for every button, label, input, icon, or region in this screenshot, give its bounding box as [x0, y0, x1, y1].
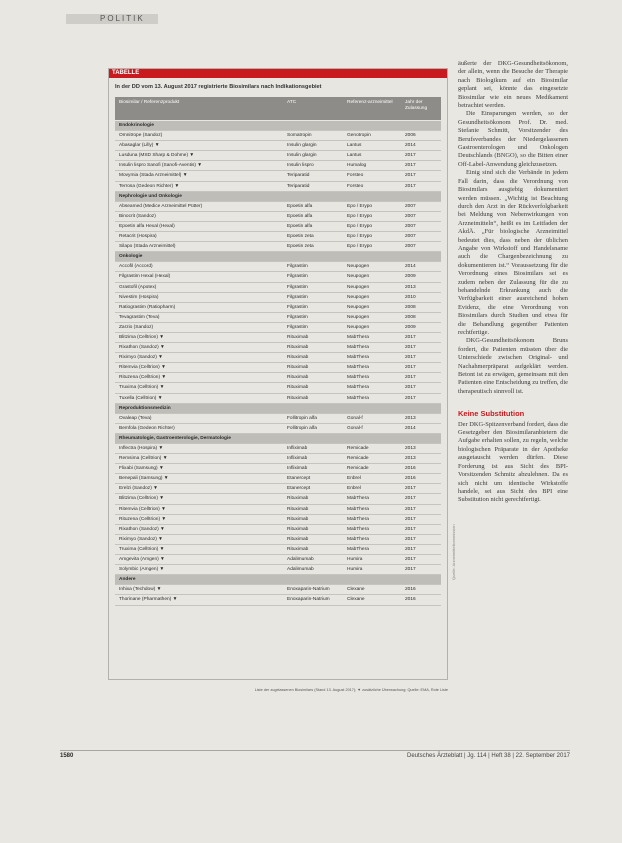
- table-cell: Insulin glargin: [287, 153, 317, 159]
- table-row: [115, 343, 441, 353]
- table-row: [115, 484, 441, 494]
- table-cell: 2014: [405, 425, 416, 431]
- table-cell: 2017: [405, 395, 416, 401]
- table-cell: Enbrel: [347, 476, 361, 482]
- table-row: [115, 212, 441, 222]
- table-cell: 2013: [405, 415, 416, 421]
- table-cell: Filgrastim: [287, 264, 308, 270]
- table-row: [115, 131, 441, 141]
- table-cell: 2007: [405, 223, 416, 229]
- table-cell: Epoetin alfa: [287, 223, 313, 229]
- table-header: [115, 97, 441, 120]
- table-row: [115, 313, 441, 323]
- table-row: [115, 545, 441, 555]
- table-cell: Epo / Erypo: [347, 223, 373, 229]
- table-cell: Rituximab: [287, 375, 309, 381]
- table-cell: Ratiograstim (Ratiopharm): [119, 304, 176, 310]
- table-group-row: [115, 404, 441, 414]
- table-cell: MabThera: [347, 536, 369, 542]
- group-label: Rheumatologie, Gastroenterologie, Dermatologie: [119, 435, 231, 441]
- table-cell: 2017: [405, 163, 416, 169]
- table-cell: Rituximab: [287, 385, 309, 391]
- group-label: Endokrinologie: [119, 123, 154, 128]
- table-cell: 2017: [405, 526, 416, 532]
- table-cell: Forsteo: [347, 173, 364, 179]
- group-label: Nephrologie und Onkologie: [119, 193, 182, 199]
- table-cell: Enoxaparin-Natrium: [287, 597, 330, 603]
- table-cell: Follitropin alfa: [287, 415, 317, 421]
- table-row: [115, 151, 441, 161]
- article-paragraph: DKG-Gesundheitsökonom Bruns fordert, die Patienten müssten über die Unterschiede zwischen Original- und Nachahmerpräparat aufgeklärt werden. Betont ist zu erwägen, gemeinsam mit den Patienten eine Entscheidung zu treffen, die therapeutisch sinnvoll ist.: [458, 337, 568, 395]
- section-tag: POLITIK: [66, 14, 158, 24]
- table-cell: Humira: [347, 557, 363, 563]
- table-cell: 2017: [405, 486, 416, 492]
- table-cell: 2009: [405, 274, 416, 280]
- table-group-row: [115, 121, 441, 131]
- table-cell: Movymia (Stada Arzneimittel) ▼: [119, 173, 188, 179]
- table-cell: 2017: [405, 385, 416, 391]
- table-footnote: Liste der zugelassenen Biosimilars (Stand 13. August 2017); ▼ zusätzliche Überwachung; Quelle: EMA, Rote Liste: [254, 688, 448, 692]
- table-row: [115, 383, 441, 393]
- table-cell: Adalimumab: [287, 557, 314, 563]
- table-body: [115, 121, 441, 606]
- table-cell: Inhixa (Techdow) ▼: [119, 587, 162, 593]
- table-cell: MabThera: [347, 546, 369, 552]
- table-cell: Neupogen: [347, 304, 370, 310]
- table-cell: Ovaleap (Teva): [119, 415, 152, 421]
- table-cell: Gonal-f: [347, 425, 363, 431]
- table-row: [115, 454, 441, 464]
- table-cell: Nivestim (Hospira): [119, 294, 159, 300]
- table-cell: 2007: [405, 234, 416, 240]
- table-cell: 2006: [405, 133, 416, 139]
- table-row: [115, 494, 441, 504]
- table-cell: 2017: [405, 516, 416, 522]
- table-cell: Enbrel: [347, 486, 361, 492]
- table-cell: 2016: [405, 597, 416, 603]
- table-row: [115, 141, 441, 151]
- table-row: [115, 303, 441, 313]
- table-cell: Humalog: [347, 163, 367, 169]
- table-cell: MabThera: [347, 365, 369, 371]
- table-cell: Rituximab: [287, 345, 309, 351]
- table-cell: Terrosa (Gedeon Richter) ▼: [119, 183, 180, 189]
- table-cell: Neupogen: [347, 274, 370, 280]
- table-cell: 2010: [405, 294, 416, 300]
- table-cell: 2017: [405, 173, 416, 179]
- table-cell: 2017: [405, 536, 416, 542]
- table-cell: Adalimumab: [287, 567, 314, 573]
- table-cell: MabThera: [347, 345, 369, 351]
- table-cell: Grastofil (Apotex): [119, 284, 157, 290]
- table-cell: 2017: [405, 365, 416, 371]
- table-cell: Abasaglar (Lilly) ▼: [119, 143, 160, 149]
- table-cell: Amgevita (Amgen) ▼: [119, 557, 165, 563]
- table-row: [115, 515, 441, 525]
- table-cell: Insulin lispro Sanofi (Sanofi-Aventis) ▼: [119, 163, 203, 169]
- article-column: [458, 60, 568, 505]
- group-label: Onkologie: [119, 254, 143, 260]
- table-row: [115, 394, 441, 404]
- table-row: [115, 323, 441, 333]
- table-cell: 2017: [405, 557, 416, 563]
- table-cell: Infliximab: [287, 466, 308, 472]
- table-cell: Enoxaparin-Natrium: [287, 587, 330, 593]
- table-cell: Rituzena (Celltrion) ▼: [119, 516, 167, 522]
- table-cell: Accofil (Accord): [119, 264, 153, 270]
- table-cell: Retacrit (Hospira): [119, 234, 157, 240]
- table-cell: 2013: [405, 284, 416, 290]
- table-row: [115, 293, 441, 303]
- table-cell: Rituximab: [287, 526, 309, 532]
- table-cell: 2007: [405, 203, 416, 209]
- biosimilar-table: [108, 68, 448, 680]
- table-cell: Remicade: [347, 466, 369, 472]
- table-cell: Binocrit (Sandoz): [119, 213, 156, 219]
- table-cell: Neupogen: [347, 284, 370, 290]
- table-cell: 2016: [405, 466, 416, 472]
- table-cell: Neupogen: [347, 324, 370, 330]
- group-label: Andere: [119, 577, 136, 583]
- table-cell: Epo / Erypo: [347, 244, 373, 250]
- table-cell: Zarzio (Sandoz): [119, 324, 154, 330]
- table-cell: Filgrastim: [287, 294, 308, 300]
- table-cell: 2007: [405, 213, 416, 219]
- table-row: [115, 353, 441, 363]
- table-cell: Truxima (Celltrion) ▼: [119, 385, 165, 391]
- table-cell: Rituximab: [287, 365, 309, 371]
- table-cell: Infliximab: [287, 456, 308, 462]
- table-cell: Rituximab: [287, 536, 309, 542]
- table-cell: Humira: [347, 567, 363, 573]
- table-cell: Filgrastim: [287, 314, 308, 320]
- header-col-4: Jahr der Zulassung: [405, 100, 428, 111]
- article-paragraph: Der DKG-Spitzenverband fordert, dass die Gesetzgeber den Biosimilaranbietern die Aufgabe erhalten sollen, zu regeln, welche biologischen Präparate in der Apotheke ausgetauscht werden dürfen. Diese Forderung ist aus Sicht des BPI-Vorsitzenden Schmitz abzulehnen. Da es sich nicht um identische Wirkstoffe handele, sei aus Sicht des BPI eine Substitution nicht gerechtfertigt.: [458, 420, 568, 504]
- table-cell: 2016: [405, 476, 416, 482]
- table-cell: Remicade: [347, 456, 369, 462]
- table-row: [115, 525, 441, 535]
- table-row: [115, 474, 441, 484]
- table-cell: Flixabi (Samsung) ▼: [119, 466, 164, 472]
- table-cell: Rituximab: [287, 334, 309, 340]
- page-footer: [60, 750, 570, 763]
- table-cell: Neupogen: [347, 294, 370, 300]
- table-cell: Abseamed (Medice Arzneimittel Pütter): [119, 203, 203, 209]
- table-cell: Filgrastim: [287, 284, 308, 290]
- table-group-row: [115, 434, 441, 444]
- table-cell: Clexane: [347, 587, 365, 593]
- table-cell: Riximyo (Sandoz) ▼: [119, 536, 163, 542]
- table-cell: Inflectra (Hospira) ▼: [119, 446, 164, 451]
- table-cell: Rixathon (Sandoz) ▼: [119, 345, 165, 351]
- table-row: [115, 424, 441, 434]
- table-cell: Rituximab: [287, 516, 309, 522]
- table-cell: Bemfola (Gedeon Richter): [119, 425, 175, 431]
- table-row: [115, 222, 441, 232]
- table-cell: Filgrastim Hexal (Hexal): [119, 274, 171, 280]
- table-cell: MabThera: [347, 526, 369, 532]
- table-row: [115, 242, 441, 252]
- table-cell: Rituximab: [287, 395, 309, 401]
- table-cell: Truxima (Celltrion) ▼: [119, 546, 165, 552]
- table-row: [115, 444, 441, 454]
- table-cell: Filgrastim: [287, 304, 308, 310]
- table-cell: 2017: [405, 567, 416, 573]
- table-cell: 2017: [405, 496, 416, 502]
- table-cell: MabThera: [347, 506, 369, 512]
- page-number: 1580: [60, 753, 74, 759]
- table-cell: Etanercept: [287, 486, 311, 492]
- table-cell: Rituximab: [287, 355, 309, 361]
- table-row: [115, 262, 441, 272]
- article-paragraph: Die Einsparungen werden, so der Gesundheitsökonom Prof. Dr. med. Stefanie Schmitt, Vorsitzender des Berufsverbandes der Niedergelassenen Gastroenterologen und Onkologen Deutschlands (BNGO), so die Bitten einer Off-Label-Anwendung gleichzusetzen.: [458, 110, 568, 168]
- section-heading: Keine Substitution: [458, 409, 525, 419]
- table-cell: Etanercept: [287, 476, 311, 482]
- table-cell: Epoetin alfa: [287, 213, 313, 219]
- table-cell: 2008: [405, 304, 416, 310]
- table-cell: Blitzima (Celltrion) ▼: [119, 334, 164, 340]
- table-cell: Filgrastim: [287, 324, 308, 330]
- table-cell: Gonal-f: [347, 415, 363, 421]
- table-cell: Tevagrastim (Teva): [119, 314, 160, 320]
- table-cell: 2017: [405, 506, 416, 512]
- table-row: [115, 272, 441, 282]
- table-cell: Erelzi (Sandoz) ▼: [119, 486, 158, 492]
- table-cell: Lantus: [347, 153, 362, 159]
- table-cell: Epoetin alfa: [287, 203, 313, 209]
- table-cell: MabThera: [347, 385, 369, 391]
- table-row: [115, 505, 441, 515]
- table-cell: 2016: [405, 587, 416, 593]
- header-col-2: ATC: [287, 100, 297, 105]
- table-cell: Remicade: [347, 446, 369, 451]
- table-row: [115, 595, 441, 605]
- article-paragraph: Einig sind sich die Verbände in jedem Fall darin, dass die Verordnung von Biosimilars ausgiebig dokumentiert werden müssen. „Wichtig ist Beachtung durch den Arzt in der Rückverfolgbarkeit bei Meldung von Nebenwirkungen von Arzneimitteln“, heißt es im Leitfaden der AkdÄ. „Für biologische Arzneimittel bedeutet dies, dass neben der üblichen Angabe von Wirkstoff und Handelsname auch die Chargenbezeichnung zu dokumentieren ist.“ Voraussetzung für die Verordnung eines Biosimilars sei es zudem neben der Zulassung für die zu behandelnde Erkrankung auch die Verfügbarkeit einer ausreichend hohen Evidenz, die eine Verordnung von Biosimilars durch Studien und etwa für die Behandlung gegenüber Patienten rechtfertige.: [458, 169, 568, 336]
- table-cell: Rituximab: [287, 546, 309, 552]
- table-row: [115, 373, 441, 383]
- article-paragraph: äußerte der DKG-Gesundheitsökonom, der allein, wenn die Besuche der Therapie nach Biologikum auf ein Biosimilar geplant sei, könnte das eingesetzte Biosimilar wie ein neues Medikament betrachtet werden.: [458, 60, 568, 110]
- table-cell: Forsteo: [347, 183, 364, 189]
- table-cell: Follitropin alfa: [287, 425, 317, 431]
- table-cell: 2014: [405, 143, 416, 149]
- table-cell: Neupogen: [347, 314, 370, 320]
- table-row: [115, 565, 441, 575]
- table-tag: TABELLE: [109, 69, 447, 78]
- table-cell: 2017: [405, 153, 416, 159]
- table-row: [115, 283, 441, 293]
- table-cell: MabThera: [347, 516, 369, 522]
- table-cell: Rituximab: [287, 496, 309, 502]
- table-row: [115, 161, 441, 171]
- table-cell: Epo / Erypo: [347, 234, 373, 240]
- table-cell: Epoetin zeta: [287, 234, 314, 240]
- vertical-credit: Quelle: Arzneimittelkommission: [451, 524, 456, 580]
- table-cell: 2013: [405, 446, 416, 451]
- table-cell: 2017: [405, 375, 416, 381]
- table-cell: Lantus: [347, 143, 362, 149]
- table-row: [115, 182, 441, 192]
- header-col-3: Referenz-arzneimittel: [347, 100, 393, 105]
- table-row: [115, 464, 441, 474]
- group-label: Reproduktionsmedizin: [119, 405, 171, 411]
- table-cell: 2008: [405, 314, 416, 320]
- table-cell: Neupogen: [347, 264, 370, 270]
- table-cell: Silapo (Stada Arzneimittel): [119, 244, 176, 250]
- table-cell: 2017: [405, 355, 416, 361]
- table-cell: 2017: [405, 345, 416, 351]
- table-cell: Thorinane (Pharmathen) ▼: [119, 597, 178, 603]
- table-caption: In der DD vom 13. August 2017 registrierte Biosimilars nach Indikationsgebiet: [115, 84, 322, 90]
- table-cell: Insulin glargin: [287, 143, 317, 149]
- table-row: [115, 171, 441, 181]
- table-cell: Clexane: [347, 597, 365, 603]
- table-cell: Teriparatid: [287, 173, 310, 179]
- table-cell: 2009: [405, 324, 416, 330]
- table-group-row: [115, 575, 441, 585]
- table-cell: 2014: [405, 264, 416, 270]
- table-cell: Rixathon (Sandoz) ▼: [119, 526, 165, 532]
- table-cell: MabThera: [347, 375, 369, 381]
- table-cell: Teriparatid: [287, 183, 310, 189]
- table-row: [115, 555, 441, 565]
- table-group-row: [115, 192, 441, 202]
- table-row: [115, 333, 441, 343]
- table-row: [115, 414, 441, 424]
- table-cell: 2013: [405, 456, 416, 462]
- table-cell: MabThera: [347, 395, 369, 401]
- table-cell: Rituximab: [287, 506, 309, 512]
- table-cell: Tuxella (Celltrion) ▼: [119, 395, 163, 401]
- table-row: [115, 232, 441, 242]
- journal-reference: Deutsches Ärzteblatt | Jg. 114 | Heft 38 | 22. September 2017: [407, 753, 570, 759]
- table-cell: Infliximab: [287, 446, 308, 451]
- table-cell: 2017: [405, 546, 416, 552]
- table-row: [115, 363, 441, 373]
- table-cell: Ritemvia (Celltrion) ▼: [119, 506, 166, 512]
- table-cell: Epo / Erypo: [347, 213, 373, 219]
- table-cell: Insulin lispro: [287, 163, 314, 169]
- table-cell: Epo / Erypo: [347, 203, 373, 209]
- table-group-row: [115, 252, 441, 262]
- table-cell: MabThera: [347, 355, 369, 361]
- table-cell: Rituzena (Celltrion) ▼: [119, 375, 167, 381]
- table-row: [115, 585, 441, 595]
- table-cell: Riximyo (Sandoz) ▼: [119, 355, 163, 361]
- table-cell: Epoetin zeta: [287, 244, 314, 250]
- table-cell: Epoetin alfa Hexal (Hexal): [119, 223, 175, 229]
- table-cell: Somatropin: [287, 133, 312, 139]
- table-cell: 2017: [405, 183, 416, 189]
- table-cell: Ritemvia (Celltrion) ▼: [119, 365, 166, 371]
- table-cell: Lusduna (MSD Sharp & Dohme) ▼: [119, 153, 195, 159]
- table-cell: Blitzima (Celltrion) ▼: [119, 496, 164, 502]
- table-cell: Genotropin: [347, 133, 371, 139]
- table-row: [115, 202, 441, 212]
- table-cell: Omnitrope (Sandoz): [119, 133, 163, 139]
- table-cell: MabThera: [347, 334, 369, 340]
- table-cell: Filgrastim: [287, 274, 308, 280]
- header-col-1: Biosimilar / Referenzprodukt: [119, 100, 180, 105]
- table-cell: Solymbic (Amgen) ▼: [119, 567, 165, 573]
- table-cell: MabThera: [347, 496, 369, 502]
- table-cell: Remsima (Celltrion) ▼: [119, 456, 168, 462]
- table-row: [115, 535, 441, 545]
- table-cell: Benepali (Samsung) ▼: [119, 476, 169, 482]
- table-cell: 2007: [405, 244, 416, 250]
- table-cell: 2017: [405, 334, 416, 340]
